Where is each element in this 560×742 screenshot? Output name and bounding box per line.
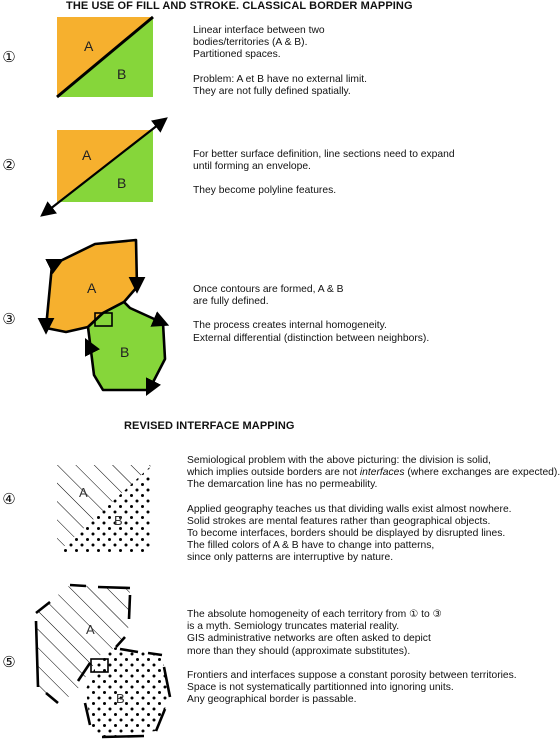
- label-a: A: [86, 622, 95, 637]
- panel-1-number: ①: [2, 49, 16, 66]
- panel-5-diagram: [30, 585, 175, 740]
- panel-3-text: Once contours are formed, A & B are fully defined. The process creates internal homogeneity. External differential (distinction between neighbors).: [193, 284, 430, 344]
- label-b: B: [117, 175, 127, 191]
- panel-3-diagram: [40, 240, 180, 400]
- label-a: A: [82, 147, 92, 163]
- panel-1-text: Linear interface between two bodies/territories (A & B). Partitioned spaces. Problem: A et B have no external limit. They are not fully defined spatially.: [193, 25, 367, 97]
- label-a: A: [87, 280, 97, 296]
- panel-5-number: ⑤: [2, 654, 16, 671]
- panel-2-text: For better surface definition, line sections need to expand until forming an envelope. They become polyline features.: [193, 149, 455, 197]
- panel-4-number: ④: [2, 491, 16, 508]
- label-a: A: [79, 485, 88, 500]
- label-a: A: [84, 38, 94, 54]
- label-b: B: [116, 691, 125, 706]
- panel-2-number: ②: [2, 157, 16, 174]
- heading-revised: REVISED INTERFACE MAPPING: [124, 420, 295, 432]
- panel-2-diagram: [57, 130, 153, 202]
- label-b: B: [114, 513, 123, 528]
- panel-4-text: Semiological problem with the above picturing: the division is solid, which implies outside borders are not interfaces (where exchanges are expected). The demarcation line has no permeability. Applied geography teaches us that dividing walls exist almost nowhere. Solid strokes are mental features rather than geographical objects. To become interfaces, borders should be displayed by disrupted lines. The filled colors of A & B have to change into patterns, since only patterns are interruptive by nature.: [187, 455, 560, 564]
- panel-3-number: ③: [2, 311, 16, 328]
- label-b: B: [117, 66, 127, 82]
- panel-4-diagram: [57, 465, 152, 553]
- panel-5-text: The absolute homogeneity of each territory from ① to ③ is a myth. Semiology truncates material reality. GIS administrative networks are often asked to depict more than they should (approximate substitutes). Frontiers and interfaces suppose a constant porosity between territories. Space is not systematically partitionned into ignoring units. Any geographical border is passable.: [187, 609, 517, 706]
- panel-1-diagram: [57, 17, 153, 97]
- label-b: B: [120, 344, 130, 360]
- heading-classical: THE USE OF FILL AND STROKE. CLASSICAL BORDER MAPPING: [66, 0, 413, 12]
